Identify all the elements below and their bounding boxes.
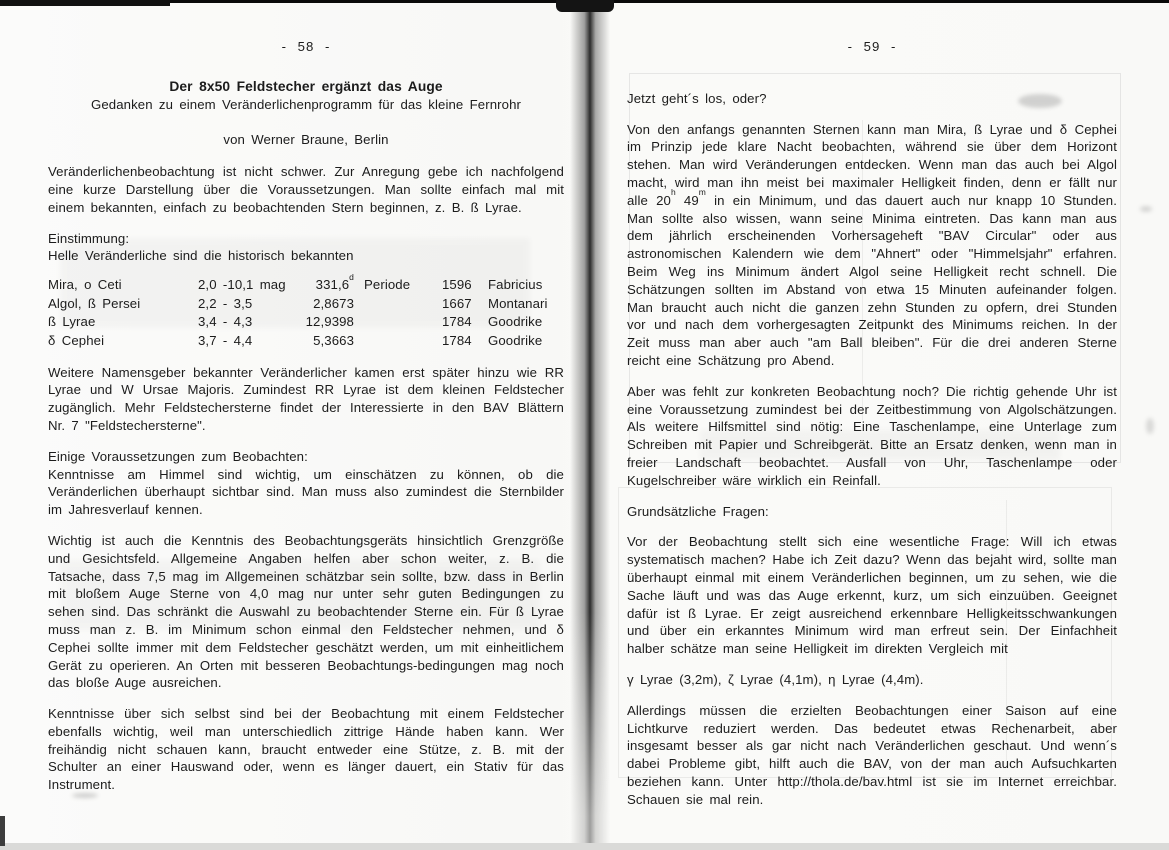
variable-star-table (48, 271, 564, 350)
discovery-year: 1784 (442, 314, 472, 330)
star-name: ß Lyrae (48, 314, 96, 330)
minutes-superscript: m (698, 187, 706, 198)
paragraph-kenntnisse: Kenntnisse über sich selbst sind bei der Beobachtung mit einem Feldstecher ebenfalls wichtig, weil man unterschiedlich zittrige Hände haben kann. Wer freihändig nicht schauen kann, braucht entweder eine Stütze, z. B. mit der Schulter an einer Hauswand oder, wenn es länger dauert, ein Stativ für das Instrument. (48, 706, 564, 793)
page-gutter-shadow (570, 0, 610, 850)
magnitude-range: 2,0 -10,1 mag (198, 277, 286, 293)
scan-top-seam-mark (556, 0, 614, 12)
paragraph-1: Von den anfangs genannten Sternen kann man Mira, ß Lyrae und δ Cephei im Prinzip jede klare Nacht beobachten, während sie über dem Horizont stehen. Man wird Veränderungen entdecken. Wenn man das auch bei Algol macht, wird man ihn meist bei maximaler Helligkeit finden, denn er fällt nur alle 20$^h$ 49$^m$ in ein Minimum, und das dauert auch nur knapp 10 Stunden. Man sollte also wissen, wann seine Minima eintreten. Das kann man aus dem jährlich erscheinenden Vorhersageheft "BAV Circular" oder aus astronomischen Kalendern wie dem "Ahnert" oder "Himmelsjahr" erfahren. Beim Weg ins Minimum ändert Algol seine Helligkeit recht schnell. Die Schätzungen sollten im Abstand von etwa 15 Minuten aufeinander folgen. Man braucht auch nicht die ganzen zehn Stunden zu opfern, drei Stunden vor und nach dem vorhergesagten Zeitpunkt des Minimums reichen. In der Zeit muss man aber auch "am Ball bleiben". Für die drei anderen Sterne reicht eine Schätzung pro Abend. (627, 121, 1117, 368)
discovery-year: 1667 (442, 295, 472, 311)
scan-top-edge (0, 0, 1169, 3)
table-row (48, 271, 564, 295)
discoverer: Goodrike (488, 332, 543, 348)
discovery-year: 1596 (442, 277, 472, 293)
star-name: Algol, ß Persei (48, 295, 141, 311)
magnitude-range: 3,4 - 4,3 (198, 314, 253, 330)
period-label: Periode (364, 277, 411, 293)
star-name: δ Cephei (48, 332, 105, 348)
period-label (354, 313, 442, 332)
page-number-right: - 59 - (847, 39, 897, 54)
scan-top-edge-left (0, 0, 170, 6)
paragraph-wichtig: Wichtig ist auch die Kenntnis des Beobachtungsgeräts hinsichtlich Grenzgröße und Gesichtsfeld. Allgemeine Angaben helfen aber schon weiter, z. B. die Tatsache, dass 7,5 mag im Allgemeinen schätzbar sein sollte, bzw. dass in Berlin mit bloßem Auge Sterne von 4,0 mag nur unter sehr guten Bedingungen zu sehen sind. Das schränkt die Auswahl zu beobachtender Sterne ein. Für ß Lyrae muss man z. B. im Minimum schon einmal den Feldstecher nehmen, und δ Cephei sollte immer mit dem Feldstecher geschätzt werden, um mit einheitlichem Gerät zu operieren. An Orten mit besseren Beobachtungs-bedingungen mag noch das bloße Auge ausreichen. (48, 532, 564, 691)
period-label (354, 332, 442, 351)
scan-corner-mark (0, 816, 5, 846)
paragraph-weitere: Weitere Namensgeber bekannter Veränderlicher kamen erst später hinzu wie RR Lyrae und W Ursae Majoris. Zumindest RR Lyrae ist dem kleinen Feldstecher zugänglich. Mehr Feldstechersterne findet der Interessierte in den BAV Blättern Nr. 7 "Feldstechersterne". (48, 364, 564, 433)
section-voraussetzungen (48, 448, 564, 519)
magnitude-range: 2,2 - 3,5 (198, 295, 253, 311)
section-einstimmung (48, 230, 564, 266)
section-heading-fragen: Grundsätzliche Fragen: (627, 503, 769, 519)
period-value: 12,9398 (305, 314, 354, 330)
ink-smudge (1140, 206, 1152, 212)
scan-bottom-edge (0, 843, 1169, 850)
star-name: Mira, o Ceti (48, 277, 122, 293)
article-subtitle: Gedanken zu einem Veränderlichenprogramm für das kleine Fernrohr (91, 96, 521, 112)
discoverer: Goodrike (488, 314, 543, 330)
discoverer: Fabricius (488, 277, 543, 293)
ink-smudge (1146, 418, 1154, 434)
paragraph-voraussetzungen: Kenntnisse am Himmel sind wichtig, um einschätzen zu können, ob die Veränderlichen überhaupt sichtbar sind. Man muss also zumindest die Sternbilder im Jahresverlauf kennen. (48, 466, 564, 518)
table-row (48, 295, 564, 314)
paragraph-4: Allerdings müssen die erzielten Beobachtungen einer Saison auf eine Lichtkurve reduziert werden. Das bedeutet etwas Rechenarbeit, aber insgesamt besser als gar nicht nach Veränderlichen geschaut. Und wenn´s dabei Probleme gibt, hilft auch die BAV, von der man auch Aufsuchkarten beziehen kann. Unter http://thola.de/bav.html ist sie im Internet erreichbar. Schauen sie mal rein. (627, 702, 1117, 807)
left-page (48, 38, 564, 794)
article-title: Der 8x50 Feldstecher ergänzt das Auge (169, 78, 443, 94)
paragraph-2: Aber was fehlt zur konkreten Beobachtung noch? Die richtig gehende Uhr ist eine Voraussetzung zumindest bei der Zeitbestimmung von Algolschätzungen. Als weitere Hilfsmittel sind nötig: Eine Taschenlampe, eine Unterlage zum Schreiben mit Papier und Schreibgerät. Bitte an Ersatz denken, wenn man in freier Landschaft beobachtet. Ausfall von Uhr, Taschenlampe oder Kugelschreiber wäre wirklich ein Reinfall. (627, 383, 1117, 488)
period-value: 331,6$^d$ (315, 271, 354, 293)
paragraph-3: Vor der Beobachtung stellt sich eine wesentliche Frage: Will ich etwas systematisch machen? Habe ich Zeit dazu? Wenn das bejaht wird, sollte man überhaupt einmal mit einem Veränderlichen beginnen, um zu sehen, wie die Sache läuft und was das Auge erkennt, kurz, um sich einzuüben. Geeignet dafür ist ß Lyrae. Er zeigt ausreichend erkennbare Helligkeitsschwankungen und über ein erkanntes Minimum wird man erfreut sein. Der Einfachheit halber schätze man seine Helligkeit im direkten Vergleich mit (627, 534, 1117, 657)
comparison-stars-line: γ Lyrae (3,2m), ζ Lyrae (4,1m), η Lyrae (4,4m). (627, 671, 924, 687)
page-number-left: - 58 - (281, 39, 331, 54)
section-heading-voraussetzungen: Einige Voraussetzungen zum Beobachten: (48, 448, 308, 464)
right-page (627, 38, 1117, 808)
discovery-year: 1784 (442, 332, 472, 348)
hours-superscript: h (670, 187, 676, 198)
section-heading-einstimmung: Einstimmung: (48, 230, 130, 246)
table-row (48, 332, 564, 351)
magnitude-range: 3,7 - 4,4 (198, 332, 253, 348)
discoverer: Montanari (488, 295, 548, 311)
period-value: 5,3663 (313, 332, 354, 348)
period-value: 2,8673 (313, 295, 354, 311)
paragraph-intro: Veränderlichenbeobachtung ist nicht schwer. Zur Anregung gebe ich nachfolgend eine kurze Darstellung über die Voraussetzungen. Man sollte einfach mal mit einem bekannten, einfach zu beobachtenden Stern beginnen, z. B. ß Lyrae. (48, 164, 564, 215)
table-row (48, 313, 564, 332)
article-byline: von Werner Braune, Berlin (223, 132, 389, 148)
section-line-einstimmung: Helle Veränderliche sind die historisch bekannten (48, 248, 354, 264)
period-label (354, 295, 442, 314)
section-heading-jetzt: Jetzt geht´s los, oder? (627, 90, 767, 106)
period-unit-sup: d (349, 271, 354, 282)
